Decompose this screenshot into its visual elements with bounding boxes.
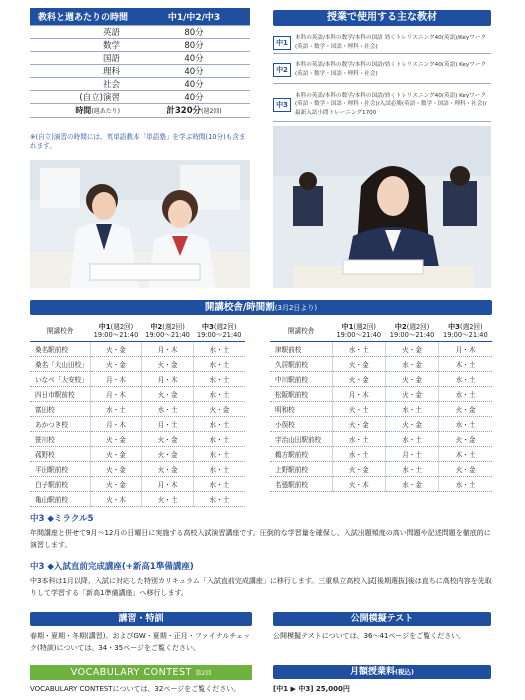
grade2-days: 月・木 [142, 342, 194, 357]
grade2-days: 火・金 [385, 387, 438, 402]
school-name: 桑名駅前校 [30, 342, 90, 357]
schedule-row [30, 357, 245, 372]
grade3-days: 水・土 [193, 432, 245, 447]
grade1-days: 火・土 [332, 402, 385, 417]
schedule-row [30, 402, 245, 417]
mock-test-text: 公開模擬テストについては、36〜41ページをご覧ください。 [273, 632, 466, 640]
schedule-row [270, 432, 492, 447]
material-text: 本科の英語/本科の数学/本科の国語 効くトレリスニング40(英語)/Keyワーク(英語・数学・国語・理科・社会) [295, 35, 487, 50]
grade2-days: 月・木 [142, 477, 194, 492]
grade3-days: 木・土 [439, 357, 492, 372]
school-col-header: 開講校舎 [30, 323, 90, 342]
schedule-row [270, 417, 492, 432]
subject-time: 80分 [138, 38, 250, 51]
grade3-days: 水・土 [193, 462, 245, 477]
grade1-days: 火・金 [332, 357, 385, 372]
grade1-days: 水・土 [332, 447, 385, 462]
grade-badge: 中3 [273, 98, 291, 112]
materials-title: 授業で使用する主な教材 [273, 10, 491, 26]
grade1-days: 火・金 [90, 342, 142, 357]
grade1-days: 火・金 [332, 372, 385, 387]
school-name: いなべ「大安校」 [30, 372, 90, 387]
total-label: 時間 [75, 105, 92, 115]
grade1-days: 月・木 [332, 387, 385, 402]
grade3-days: 火・金 [193, 402, 245, 417]
subject-time: 40分 [138, 77, 250, 90]
schedule-row [270, 477, 492, 492]
grade2-days: 火・金 [385, 417, 438, 432]
school-name: 松阪駅前校 [270, 387, 332, 402]
schedule-row [30, 432, 245, 447]
grade3-days: 水・土 [193, 387, 245, 402]
material-text: 本科の英語/本科の数学/本科の国語/効くトレリスニング40(英語) Keyワーク(英語・数学・国語・理科・社会) [295, 62, 487, 77]
students-photo-left [30, 160, 250, 288]
grade1-days: 火・金 [90, 477, 142, 492]
grade-badge: 中1 [273, 36, 291, 50]
grade3-days: 水・土 [193, 372, 245, 387]
subject-time: 40分 [138, 64, 250, 77]
grade2-days: 火・金 [142, 432, 194, 447]
grade3-days: 月・木 [439, 342, 492, 357]
schedule-row [30, 462, 245, 477]
exam-photo-image [273, 126, 491, 288]
grade2-days: 水・土 [385, 432, 438, 447]
grade2-days: 水・土 [385, 462, 438, 477]
grade-col-time: 19:00〜21:40 [443, 331, 488, 339]
schedule-row [30, 387, 245, 402]
miracle5-text: 年間講座と併せて9月〜12月の日曜日に実施する高校入試演習講座です。圧倒的な学習量を確保し、入試出題頻度の高い問題や記述問題を徹底的に演習します。 [30, 529, 491, 549]
school-name: 平田駅前校 [30, 462, 90, 477]
school-name: 笹川校 [30, 432, 90, 447]
grade3-days: 火・金 [439, 462, 492, 477]
school-name: 亀山駅前校 [30, 492, 90, 507]
school-name: 鵜方駅前校 [270, 447, 332, 462]
grade2-days: 火・金 [142, 447, 194, 462]
schedule-row [30, 342, 245, 357]
grade3-days: 水・土 [193, 417, 245, 432]
students-photo-right [273, 126, 491, 288]
grade2-days: 火・金 [142, 462, 194, 477]
fee-title [273, 665, 491, 679]
schedule-row [30, 372, 245, 387]
grade-col-time: 19:00〜21:40 [196, 331, 242, 339]
material-row [273, 88, 491, 122]
school-name: 桑名「大山田校」 [30, 357, 90, 372]
schedule-row [270, 402, 492, 417]
grade2-days: 月・木 [142, 372, 194, 387]
subject-row [30, 38, 250, 51]
total-sub: (週あたり) [91, 107, 120, 115]
vocab-text: VOCABULARY CONTESTについては、32ページをご覧ください。 [30, 685, 241, 693]
grade1-days: 火・金 [332, 462, 385, 477]
schedule-title [30, 300, 492, 315]
grade3-days: 木・土 [439, 447, 492, 462]
grade2-days: 火・金 [142, 357, 194, 372]
grade3-days: 水・土 [193, 447, 245, 462]
school-name: 上野駅前校 [270, 462, 332, 477]
grade1-days: 火・金 [90, 357, 142, 372]
subject-name: 国語 [30, 51, 138, 64]
grade-col-time: 19:00〜21:40 [93, 331, 139, 339]
grade2-days: 水・土 [385, 402, 438, 417]
subject-name: 理科 [30, 64, 138, 77]
grade-col-header [142, 323, 194, 342]
schedule-row [270, 357, 492, 372]
subject-name: 英語 [30, 25, 138, 38]
grade1-days: 月・木 [90, 372, 142, 387]
grade-col-grade: 中2 [150, 323, 163, 331]
grade-col-header [332, 323, 385, 342]
grade1-days: 水・土 [332, 342, 385, 357]
practice-note: ※(自立)演習の時間には、英単語教本「単語塾」を学ぶ時間(10分)も含まれます。 [30, 133, 246, 150]
school-name: 白子駅前校 [30, 477, 90, 492]
grade1-days: 火・金 [90, 432, 142, 447]
grade3-days: 水・土 [193, 342, 245, 357]
schedule-title-text: 開講校舎/時間割 [204, 302, 275, 313]
total-value-cell [138, 103, 250, 117]
material-row [273, 56, 491, 84]
seasonal-title: 講習・特訓 [30, 612, 252, 626]
subject-table-header: 教科と週あたりの時間 [30, 8, 138, 25]
grade2-days: 火・金 [142, 387, 194, 402]
miracle5-heading: 中3 ◆ミラクル5 [30, 514, 94, 524]
school-name: 久居駅前校 [270, 357, 332, 372]
grade-col-count: (週2回) [162, 323, 185, 331]
grade1-days: 水・土 [332, 432, 385, 447]
school-name: 富田校 [30, 402, 90, 417]
grade1-days: 火・金 [90, 447, 142, 462]
grade1-days: 火・金 [332, 417, 385, 432]
schedule-row [30, 477, 245, 492]
seasonal-text: 春期・夏期・冬期(講習)、およびGW・夏期・正月・ファイナルチェック(特訓)については、34・35ページをご覧ください。 [30, 632, 251, 652]
schedule-subtitle: (3月2日より) [274, 304, 318, 312]
grade-col-count: (週2回) [110, 323, 134, 331]
schedule-row [270, 387, 492, 402]
grade-col-count: (週2回) [213, 323, 237, 331]
subject-name: (自立)演習 [30, 90, 138, 103]
schedule-table-right [270, 323, 492, 492]
grade3-days: 火・金 [439, 402, 492, 417]
subject-row [30, 77, 250, 90]
grade3-days: 水・土 [439, 417, 492, 432]
grade-header: 中1/中2/中3 [138, 8, 250, 25]
school-name: 四日市駅前校 [30, 387, 90, 402]
subject-row [30, 51, 250, 64]
grade2-days: 火・金 [385, 342, 438, 357]
schedule-row [270, 372, 492, 387]
school-name: 津駅前校 [270, 342, 332, 357]
grade3-days: 水・土 [193, 492, 245, 507]
total-label-cell [30, 103, 138, 117]
grade1-days: 水・土 [90, 402, 142, 417]
total-note: (週2回) [201, 108, 222, 115]
grade2-days: 水・金 [385, 357, 438, 372]
fee-text: [中1 ▶ 中3] 25,000円 [273, 685, 350, 693]
fee-title-text: 月額授業料 [350, 667, 396, 677]
fee-title-sub: (税込) [395, 668, 414, 676]
grade3-days: 水・土 [193, 357, 245, 372]
grade-col-header [90, 323, 142, 342]
grade1-days: 火・金 [90, 462, 142, 477]
grade1-days: 火・木 [90, 492, 142, 507]
grade-col-grade: 中1 [341, 323, 354, 331]
grade-col-time: 19:00〜21:40 [336, 331, 382, 339]
total-value: 計320分 [166, 106, 202, 116]
grade1-days: 月・木 [90, 387, 142, 402]
subject-row [30, 25, 250, 38]
schedule-header-row [270, 323, 492, 342]
school-name: 明和校 [270, 402, 332, 417]
grade3-days: 水・土 [439, 372, 492, 387]
grade3-days: 火・金 [439, 432, 492, 447]
grade2-days: 月・土 [385, 447, 438, 462]
school-name: 宇治山田駅前校 [270, 432, 332, 447]
schedule-row [30, 447, 245, 462]
schedule-row [270, 462, 492, 477]
grade-col-time: 19:00〜21:40 [145, 331, 190, 339]
grade-col-count: (週2回) [406, 323, 430, 331]
subject-time: 40分 [138, 90, 250, 103]
grade-col-count: (週2回) [353, 323, 376, 331]
school-name: 中川駅前校 [270, 372, 332, 387]
grade3-days: 水・土 [439, 477, 492, 492]
study-photo-image [30, 160, 250, 288]
total-row [30, 103, 250, 117]
schedule-row [270, 342, 492, 357]
intensive-text: 中3本科は1月以降、入試に対応した特別カリキュラム「入試直前完成講座」に移行します。三重県立高校入試[後期選抜]後は直ちに高校内容を先取りして学習する「新高1準備講座」へ移行します。 [30, 577, 492, 597]
grade2-days: 火・金 [385, 372, 438, 387]
school-col-header: 開講校舎 [270, 323, 332, 342]
school-name: あかつき校 [30, 417, 90, 432]
schedule-row [270, 447, 492, 462]
grade-col-grade: 中3 [448, 323, 461, 331]
subject-name: 数学 [30, 38, 138, 51]
grade-col-grade: 中1 [98, 323, 111, 331]
subject-time: 40分 [138, 51, 250, 64]
material-text: 本科の英語/本科の数学/本科の国語/効くトレリスニング40(英語) Keyワーク(英語・数学・国語・理科・社会)/入試必勝(英語・数学・国語・理科・社会)/最新入試小問トレーニング1700 [295, 92, 487, 116]
subject-row [30, 90, 250, 103]
grade-col-grade: 中2 [394, 323, 407, 331]
school-name: 名張駅前校 [270, 477, 332, 492]
material-row [273, 32, 491, 54]
grade-col-header [385, 323, 438, 342]
school-name: 小俣校 [270, 417, 332, 432]
schedule-row [30, 417, 245, 432]
vocab-title-text: VOCABULARY CONTEST [70, 667, 192, 678]
vocab-contest-title [30, 665, 252, 680]
vocab-round: 第2回 [195, 670, 212, 677]
grade2-days: 月・土 [142, 417, 194, 432]
grade3-days: 水・土 [193, 477, 245, 492]
grade-col-header [439, 323, 492, 342]
grade-col-grade: 中3 [201, 323, 214, 331]
schedule-table-left [30, 323, 245, 507]
intensive-heading: 中3 ◆入試直前完成講座(+新高1準備講座) [30, 562, 194, 572]
mock-test-title: 公開模擬テスト [273, 612, 491, 626]
grade-col-time: 19:00〜21:40 [389, 331, 435, 339]
grade-col-header [193, 323, 245, 342]
subject-row [30, 64, 250, 77]
subject-time: 80分 [138, 25, 250, 38]
grade2-days: 火・土 [142, 492, 194, 507]
schedule-row [30, 492, 245, 507]
subject-hours-table [30, 8, 250, 118]
grade1-days: 月・木 [90, 417, 142, 432]
grade1-days: 火・木 [332, 477, 385, 492]
grade2-days: 水・土 [142, 402, 194, 417]
schedule-header-row [30, 323, 245, 342]
school-name: 菰野校 [30, 447, 90, 462]
grade-badge: 中2 [273, 63, 291, 77]
grade-col-count: (週2回) [460, 323, 483, 331]
grade2-days: 水・金 [385, 477, 438, 492]
subject-name: 社会 [30, 77, 138, 90]
grade3-days: 水・土 [439, 387, 492, 402]
